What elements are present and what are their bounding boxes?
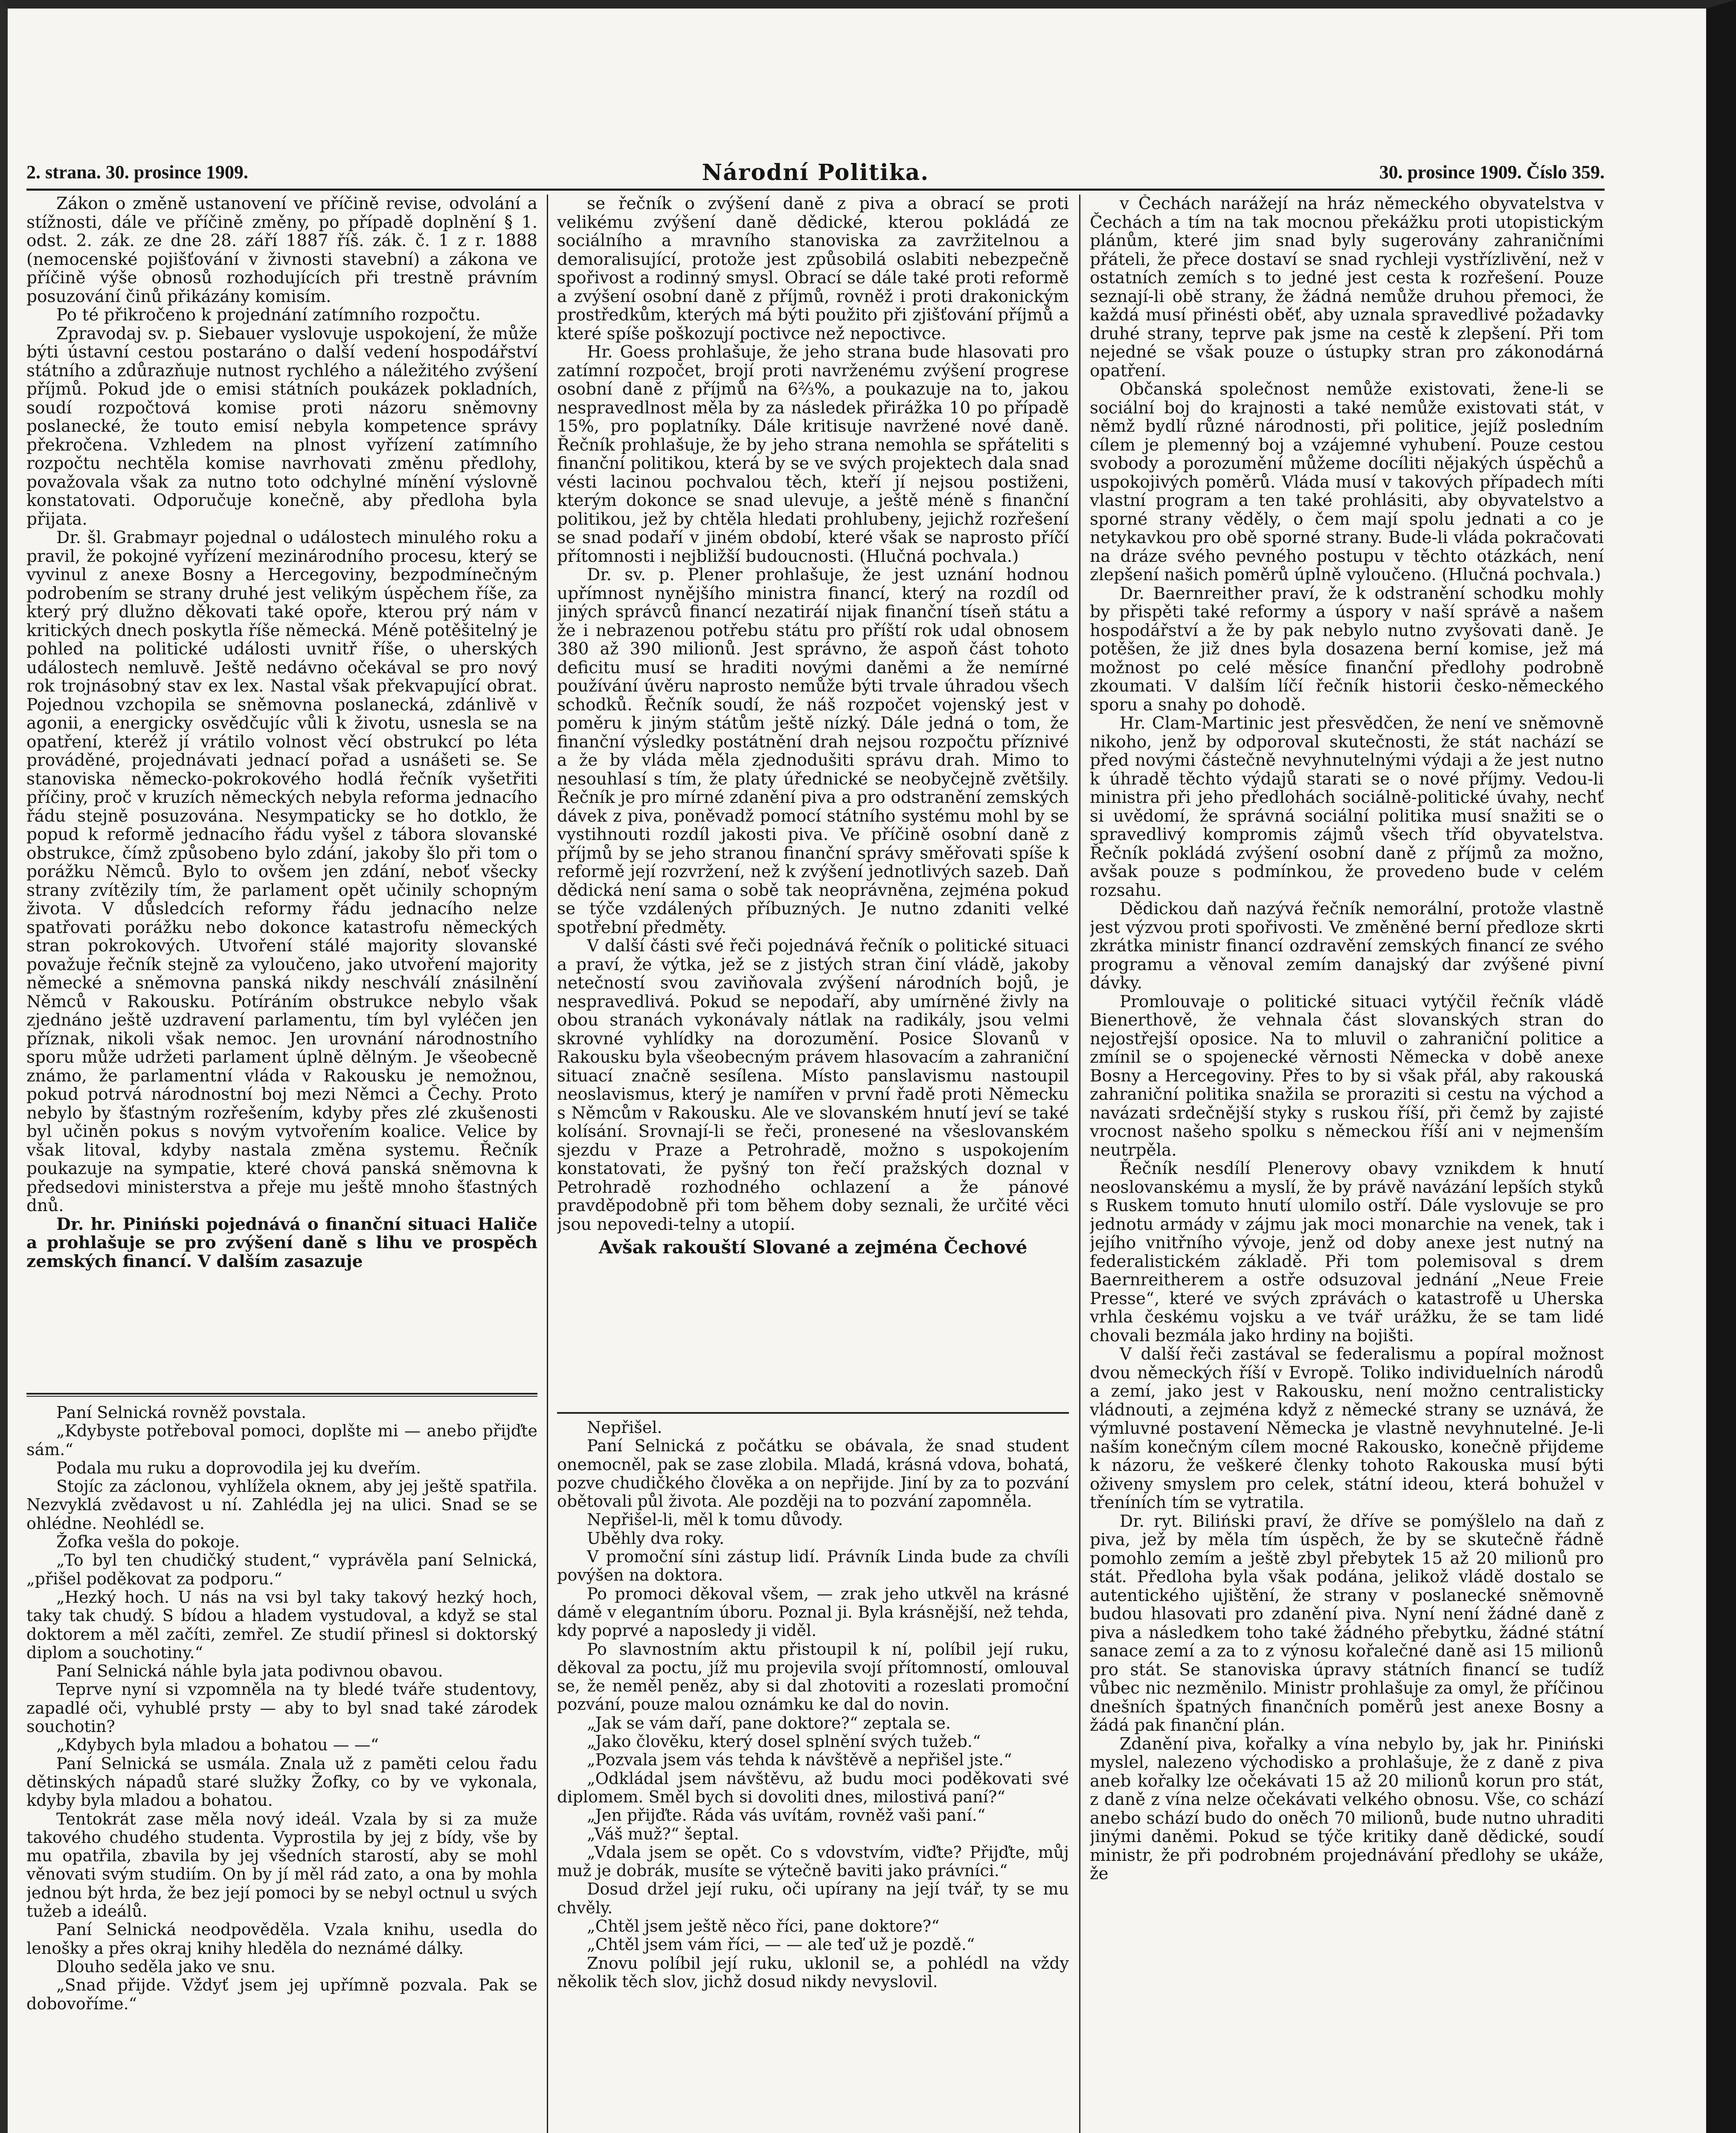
story-paragraph: „Kdybych byla mladou a bohatou — —“ (56, 1735, 379, 1755)
story-paragraph: Uběhly dva roky. (587, 1529, 725, 1548)
story-paragraph: Žofka vešla do pokoje. (56, 1532, 240, 1552)
paragraph: Dr. Baernreither praví, že k odstranění schodku mohly by přispěti také reformy a úspory v naší správě a našem hospodářství a že by pak nebylo nutno zvyšovati daně. Je potěšen, že již dnes byla dosazena berní komise, jež má možnost po celé měsíce finanční předlohy podrobně zkoumati. V dalším líčí řečník historii česko-německého sporu a snahy po dohodě. (1090, 584, 1604, 715)
story-paragraph: Paní Selnická z počátku se obávala, že snad student onemocněl, pak se zase zlobila. Mladá, krásná vdova, bohatá, pozve chudičkého člověka a on nepřijde. Jiní by za to pozvání obětovali půl života. Ale později na to pozvání zapomněla. (557, 1436, 1069, 1511)
story-paragraph: Paní Selnická náhle byla jata podivnou obavou. (56, 1662, 443, 1681)
story-paragraph: Teprve nyní si vzpomněla na ty bledé tváře studentovy, zapadlé oči, vyhublé prsty — aby to byl snad také zárodek souchotin? (26, 1680, 537, 1736)
story-paragraph: Tentokrát zase měla nový ideál. Vzala by si za muže takového chudého studenta. Vyprostila by jej z bídy, vše by mu opatřila, zbavila by jej všedních starostí, aby se mohl věnovati svým studiím. On by jí měl rád zato, a ona by mohla jednou být hrda, že bez její pomoci by se nebyl octnul u svých tužeb a ideálů. (26, 1809, 537, 1921)
story-paragraph: Nepřišel-li, měl k tomu důvody. (587, 1510, 843, 1529)
paragraph: Zdanění piva, kořalky a vína nebylo by, jak hr. Piniński myslel, nalezeno východisko a prohlašuje, že z daně z piva aneb kořalky lze očekávati 15 až 20 milionů korun pro stát, z daně z vína nelze očekávati velkého obnosu. Vše, co schází anebo schází budo do oněch 70 milionů, bude nutno uhraditi jinými daněmi. Pokud se týče kritiky daně dědické, soudí ministr, že při podrobném projednávání předlohy se ukáže, že (1090, 1734, 1604, 1883)
paragraph: Dr. sv. p. Plener prohlašuje, že jest uznání hodnou upřímnost nynějšího ministra financí, který na rozdíl od jiných správců financí nezatiráí nijak finanční tíseň státu a že i nebrazenou potřebu státu pro příští rok udal obnosem 380 až 390 milionů. Jest správno, že aspoň část tohoto deficitu musí se hraditi novými daněmi a že nemírné používání úvěru naprosto nemůže býti trvale úhradou všech schodků. Řečník soudí, že náš rozpočet vojenský jest v poměru k jiným státům ještě nízký. Dále jedná o tom, že finanční výsledky postátnění drah nejsou rozpočtu příznivé a že by vláda měla zjednodušiti správu drah. Mimo to nesouhlasí s tím, že platy úřednické se neobyčejně zvětšily. Řečník je pro mírné zdanění piva a pro odstranění zemských dávek z piva, poněvadž pomocí státního systému mohl by se vystihnouti rozdíl jakosti piva. Ve příčině osobní daně z příjmů by se jeho stranou finanční správy směřovati spíše k reformě její rozvržení, než k zvýšení jednotlivých sazeb. Daň dědická není sama o sobě tak neoprávněna, zejména pokud se týče vzdálených příbuzných. Je nutno zdaniti velké spotřební předměty. (557, 565, 1069, 937)
story-paragraph: Paní Selnická se usmála. Znala už z paměti celou řadu dětinských nápadů staré služky Žofky, co by ve vykonala, kdyby byla mladou a bohatou. (26, 1754, 537, 1810)
story-paragraph: „Chtěl jsem ještě něco říci, pane doktore?“ (587, 1917, 940, 1936)
column-rule-1 (547, 195, 548, 2133)
story-paragraph: „Váš muž?“ šeptal. (587, 1824, 739, 1843)
paragraph: Řečník nesdílí Plenerovy obavy vznikdem k hnutí neoslovanskému a myslí, že by právě navázání lepších styků s Ruskem tomuto hnutí ulomilo ostří. Dále vyslovuje se pro jednotu armády v zájmu jak moci monarchie na venek, tak i jejího vnitřního vývoje, jenž od doby anexe jest nutný na federalistickém základě. Při tom polemisoval s drem Baernreitherem a ostře odsuzoval jednání „Neue Freie Presse“, které ve svých zprávách o katastrofě u Uherska vrhla českému vojsku a ve tvář urážku, že se tam lidé chovali bezmála jako hrdiny na bojišti. (1090, 1159, 1604, 1345)
header-rule (26, 189, 1605, 191)
story-paragraph: „Vdala jsem se opět. Co s vdovstvím, viďte? Přijďte, můj muž je dobrák, musíte se výtečně baviti jako právníci.“ (557, 1842, 1069, 1880)
column-rule-2 (1079, 195, 1080, 2133)
section-heading: Avšak rakouští Slované a zejména Čechové (598, 1237, 1028, 1258)
paragraph: Dr. hr. Piniński pojednává o finanční situaci Haliče a prohlašuje se pro zvýšení daně s lihu ve prospěch zemských financí. V dalším zasazuje (26, 1214, 537, 1271)
story-paragraph: „To byl ten chudičký student,“ vyprávěla paní Selnická, „přišel poděkovat za podporu.“ (26, 1551, 537, 1588)
feuilleton-rule-mid (557, 1412, 1069, 1414)
paragraph: Hr. Clam-Martinic jest přesvědčen, že není ve sněmovně nikoho, jenž by odporoval skutečnosti, že stát nachází se před novými částečně nevyhnutelnými výdaji a že jest nutno k úhradě těchto výdajů starati se o nové příjmy. Vedou-li ministra při jeho předlohách sociálně-politické úvahy, nechť si uvědomí, že správná sociální politika musí snažiti se o spravedlivý kompromis zájmů všech tříd obyvatelstva. Řečník pokládá zvýšení osobní daně z příjmů za možno, avšak pouze s podmínkou, že provedeno bude v celém rozsahu. (1090, 714, 1604, 900)
header-left: 2. strana. 30. prosince 1909. (26, 162, 248, 183)
story-paragraph: Znovu políbil její ruku, uklonil se, a pohlédl na vždy několik těch slov, jichž dosud nikdy nevyslovil. (557, 1953, 1069, 1991)
story-paragraph: Nepřišel. (587, 1418, 662, 1437)
paragraph: Hr. Goess prohlašuje, že jeho strana bude hlasovati pro zatímní rozpočet, brojí proti navrženému zvýšení progrese osobní daně z příjmů na 6⅔%, a poukazuje na to, jakou nespravedlnost měla by za následek přirážka 10 po případě 15%, pro poplatníky. Dále kritisuje navržené nové daně. Řečník prohlašuje, že by jeho strana nemohla se spřáteliti s finanční politikou, která by se ve svých projektech dala snad vésti lacinou pochvalou těch, kteří jí nejsou postiženi, kterým dokonce se snad ulevuje, a ještě méně s finanční politikou, jež by chtěla hledati prohlubeny, jejichž rozřešení se snad podaří v jiném období, které však se naprosto příčí přítomnosti i nejbližší budoucnosti. (Hlučná pochvala.) (557, 343, 1069, 566)
header-right: 30. prosince 1909. Číslo 359. (1379, 162, 1605, 183)
story-paragraph: „Chtěl jsem vám říci, — — ale teď už je pozdě.“ (587, 1935, 975, 1954)
paragraph: v Čechách narážejí na hráz německého obyvatelstva v Čechách a tím na tak mocnou překážku proti utopistickým plánům, které jim snad byly sugerovány zahraničními přáteli, že přece dostaví se snad rychleji vystřízlivění, než v ostatních zemích s to jedné jest cesta k rozřešení. Pouze seznají-li obě strany, že žádná nemůže druhou přemoci, že každá musí přinésti oběť, aby uznala spravedlivé požadavky druhé strany, teprve pak jsme na cestě k zlepšení. Při tom nejedné se však pouze o ústupky stran pro zákonodárná opatření. (1090, 195, 1604, 381)
feuilleton-right (557, 1418, 1069, 2133)
paragraph: Po té přikročeno k projednání zatímního rozpočtu. (56, 305, 481, 325)
paragraph: Dědickou daň nazývá řečník nemorální, protože vlastně jest výzvou proti spořivosti. Ve změněné berní předloze skrti zkrátka ministr financí ozdravění zemských financí ze svého programu a věnoval zemím danajský dar zvýšené pivní dávky. (1090, 899, 1604, 993)
story-paragraph: V promoční síni zástup lidí. Právník Linda bude za chvíli povýšen na doktora. (557, 1547, 1069, 1585)
story-paragraph: „Jen přijďte. Ráda vás uvítám, rovněž vaši paní.“ (587, 1806, 986, 1825)
column-2 (557, 195, 1069, 1410)
column-1 (26, 195, 537, 1389)
story-paragraph: Dlouho seděla jako ve snu. (56, 1957, 276, 1976)
story-paragraph: „Kdybyste potřeboval pomoci, doplšte mi — anebo přijďte sám.“ (26, 1421, 537, 1459)
story-paragraph: „Odkládal jsem návštěvu, až budu moci poděkovati své diplomem. Směl bych si dovoliti dnes, milostivá paní?“ (557, 1769, 1069, 1806)
story-paragraph: „Hezký hoch. U nás na vsi byl taky takový hezký hoch, taky tak chudý. S bídou a hladem vystudoval, a když se stal doktorem a měl začíti, zemřel. Ze studií přinesl si doktorský diplom a souchotiny.“ (26, 1587, 537, 1662)
story-paragraph: „Snad přijde. Vždyť jsem jej upřímně pozvala. Pak se dobovoříme.“ (26, 1976, 537, 2013)
paragraph: Zpravodaj sv. p. Siebauer vyslovuje uspokojení, že může býti ústavní cestou postaráno o další vedení hospodářství státního a zdůrazňuje nutnost rychlého a náležitého zvýšení příjmů. Pokud jde o emisi státních poukázek pokladních, soudí rozpočtová komise proti názoru sněmovny poslanecké, že touto emisí nebyla kompetence správy překročena. Vzhledem na plnost vyřízení zatímního rozpočtu nechtěla komise navrhovati změnu předlohy, považovala však za nutno toto odchylné mínění výslovně konstatovati. Odporučuje konečně, aby předloha byla přijata. (26, 324, 537, 529)
paragraph: Zákon o změně ustanovení ve příčině revise, odvolání a stížnosti, dále ve příčině změny, po případě doplnění § 1. odst. 2. zák. ze dne 28. září 1887 říš. zák. č. 1 z r. 1888 (nemocenské pojišťování v živnosti stavební) a zákona ve příčině výše obnosů rozhodujících při trestně právním posuzování činů přikázány komisím. (26, 195, 537, 306)
feuilleton-left (26, 1404, 537, 2133)
story-paragraph: Dosud držel její ruku, oči upírany na její tvář, ty se mu chvěly. (557, 1880, 1069, 1917)
paragraph: Promlouvaje o politické situaci vytýčil řečník vládě Bienerthově, že vehnala část slovanských stran do nejostřejší oposice. Na to mluvil o zahraniční politice a zmínil se o spojenecké věrnosti Německa v době anexe Bosny a Hercegoviny. Přes to by si však přál, aby rakouská zahraniční politika snažila se proraziti si cestu na východ a navázati srdečnější styky s ruskou říší, při čemž by zajisté vrocnost našeho spolku s německou říší ani v nejmenším neutrpěla. (1090, 992, 1604, 1160)
masthead-title: Národní Politika. (702, 160, 929, 186)
paragraph: se řečník o zvýšení daně z piva a obrací se proti velikému zvýšení daně dědické, kterou pokládá ze sociálního a mravního stanoviska za zavržitelnou a demoralisující, protože jest způsobilá oslabiti nebezpečně spořivost a rodinný smysl. Obrací se dále také proti reformě a zvýšení osobní daně z příjmů, rovněž i proti drakonickým prostředkům, kterých má býti použito při zjišťování příjmů a které spíše poškozují poctivce než nepoctivce. (557, 195, 1069, 343)
paragraph: Občanská společnost nemůže existovati, žene-li se sociální boj do krajnosti a také nemůže existovati stát, v němž bydlí různé národnosti, při politice, jejíž posledním cílem je plemenný boj a vzájemné vyhubení. Pouze cestou svobody a porozumění můžeme docíliti nějakých úspěchů a uspokojivých poměrů. Vláda musí v takových případech míti vlastní program a ten také prohlásiti, aby obyvatelstvo a sporné strany věděly, o čem mají spolu jednati a co je netykavkou pro obě sporné strany. Bude-li vláda pokračovati na dráze svého pevného postupu v těchto otázkách, není zlepšení našich poměrů úplně vyloučeno. (Hlučná pochvala.) (1090, 380, 1604, 584)
story-paragraph: Stojíc za záclonou, vyhlížela oknem, aby jej ještě spatřila. Nezvyklá zvědavost u ní. Zahlédla jej na ulici. Snad se se ohlédne. Neohlédl se. (26, 1477, 537, 1533)
paragraph: Dr. šl. Grabmayr pojednal o událostech minulého roku a pravil, že pokojné vyřízení mezinárodního procesu, který se vyvinul z anexe Bosny a Hercegoviny, bezpodmínečným podrobením se strany druhé jest velikým úspěchem říše, za který prý dlužno děkovati také opoře, kterou prý nám v kritických dnech poskytla říše německá. Méně potěšitelný je pohled na politické události uvnitř říše, o uherských událostech nemluvě. Ještě nedávno očekával se pro nový rok trojnásobný stav ex lex. Nastal však překvapující obrat. Pojednou vzchopila se sněmovna poslanecká, zdánlivě v agonii, a energicky osvědčujíc vůli k životu, usnesla se na opatření, kteréž jí vrátilo volnost věcí obstrukcí po léta prováděné, projednávati jednací pořad a usnášeti se. Se stanoviska německo-pokrokového hodlá řečník vyšetřiti příčiny, proč v kruzích německých nebyla reforma jednacího řádu stejně posuzována. Nesympaticky se ho dotklo, že popud k reformě jednacího řádu vyšel z tábora slovanské obstrukce, čímž způsobeno bylo zdání, jakoby šlo při tom o porážku Němců. Bylo to ovšem jen zdání, neboť všecky strany zvítězily tím, že parlament opět učinily schopným života. V důsledcích reformy řádu jednacího nelze spatřovati porážku nebo dokonce katastrofu německých stran pokrokových. Utvoření stálé majority slovanské považuje řečník stejně za vyloučeno, jako utvoření majority německé a sněmovna panská nikdy neschválí znásilnění Němců v Rakousku. Potíráním obstrukce nebylo však zjednáno ještě uzdravení parlamentu, tím byl vyléčen jen příznak, nikoli však nemoc. Jen urovnání národnostního sporu může udržeti parlament úplně dělným. Je všeobecně známo, že parlamentní vláda v Rakousku je nemožnou, pokud potrvá národnostní boj mezi Němci a Čechy. Proto nebylo by šťastným rozřešením, kdyby přes zlé zkušenosti byl učiněn pokus s novým vytvořením koalice. Velice by však litoval, kdyby nastala změna systemu. Řečník poukazuje na sympatie, které chová panská sněmovna k předsedovi ministerstva a přeje mu ještě mnoho šťastných dnů. (26, 528, 537, 1215)
story-paragraph: Podala mu ruku a doprovodila jej ku dveřím. (56, 1458, 421, 1477)
story-paragraph: Paní Selnická rovněž povstala. (56, 1404, 307, 1422)
story-paragraph: „Pozvala jsem vás tehda k návštěvě a nepřišel jste.“ (587, 1750, 1012, 1770)
paragraph: V další řeči zastával se federalismu a popíral možnost dvou německých říší v Evropě. Toliko individuelních národů a zemí, jako jest v Rakousku, není možno centralisticky vládnouti, a zejména když z německé strany se uznává, že výmluvné postavení Německa je vlastně nevyhnutelné. Je-li naším konečným cílem mocné Rakousko, konečně přijdeme k názoru, že veškeré členky tohoto Rakouska musí býti oživeny smyslem pro celek, státní ideou, která bohužel v třeníních tím se vytratila. (1090, 1345, 1604, 1512)
paragraph: Dr. ryt. Biliński praví, že dříve se pomýšlelo na daň z piva, jež by měla tím úspěch, že by se skutečně řádně pomohlo zemím a ještě zbyl přebytek 15 až 20 milionů pro stát. Předloha byla však podána, jelikož vládě dostalo se autentického ujištění, že strany v poslanecké sněmovně budou hlasovati pro zdanění piva. Nyní není žádné daně z piva a následkem toho také žádného přebytku, žádné státní sanace zemí a za to z výnosu kořalečné daně asi 15 milionů pro stát. Se stanoviska úpravy státních financí se tudíž vůbec nic nezměnilo. Ministr prohlašuje za omyl, že příčinou dnešních špatných finančních poměrů jest anexe Bosny a žádá pak finanční plán. (1090, 1511, 1604, 1735)
story-paragraph: Po slavnostním aktu přistoupil k ní, políbil její ruku, děkoval za poctu, jíž mu projevila svojí přítomností, omlouval se, že neměl peněz, aby si dal zhotoviti a rozeslati promoční pozvání, pouze malou oznámku ke dal do novin. (557, 1639, 1069, 1714)
story-paragraph: Po promoci děkoval všem, — zrak jeho utkvěl na krásné dámě v elegantním úboru. Poznal ji. Byla krásnější, než tehda, kdy poprvé a naposledy ji viděl. (557, 1584, 1069, 1640)
paragraph: V další části své řeči pojednává řečník o politické situaci a praví, že výtka, jež se z jistých stran činí vládě, jakoby netečností svou zaviňovala zvýšení národních bojů, je nespravedlivá. Pokud se nepodaří, aby umírněné živly na obou stranách vykonávaly nátlak na radikály, jsou velmi skrovné vyhlídky na dorozumění. Posice Slovanů v Rakousku byla všeobecným právem hlasovacím a zahraniční situací značně sesílena. Místo panslavismu nastoupil neoslavismus, který je namířen v první řadě proti Německu s Němcům v Rakousku. Ale ve slovanském hnutí jeví se také kolísání. Srovnají-li se řeči, pronesené na všeslovanském sjezdu v Praze a Petrohradě, možno s uspokojením konstatovati, že pyšný ton řečí pražských doznal v Petrohradě rozhodného ochlazení a že pánové pravděpodobně při tom během doby seznali, že určité věci jsou nepovedi-telny a utopií. (557, 936, 1069, 1234)
feuilleton-rule-left-2 (26, 1396, 537, 1397)
column-3 (1090, 195, 1604, 2133)
page-header (26, 161, 1605, 187)
story-paragraph: „Jak se vám daří, pane doktore?“ zeptala se. (587, 1713, 951, 1732)
story-paragraph: Paní Selnická neodpověděla. Vzala knihu, usedla do lenošky a přes okraj knihy hleděla do neznámé dálky. (26, 1920, 537, 1958)
story-paragraph: „Jako člověku, který dosel splnění svých tužeb.“ (587, 1732, 981, 1751)
feuilleton-rule-left (26, 1393, 537, 1395)
